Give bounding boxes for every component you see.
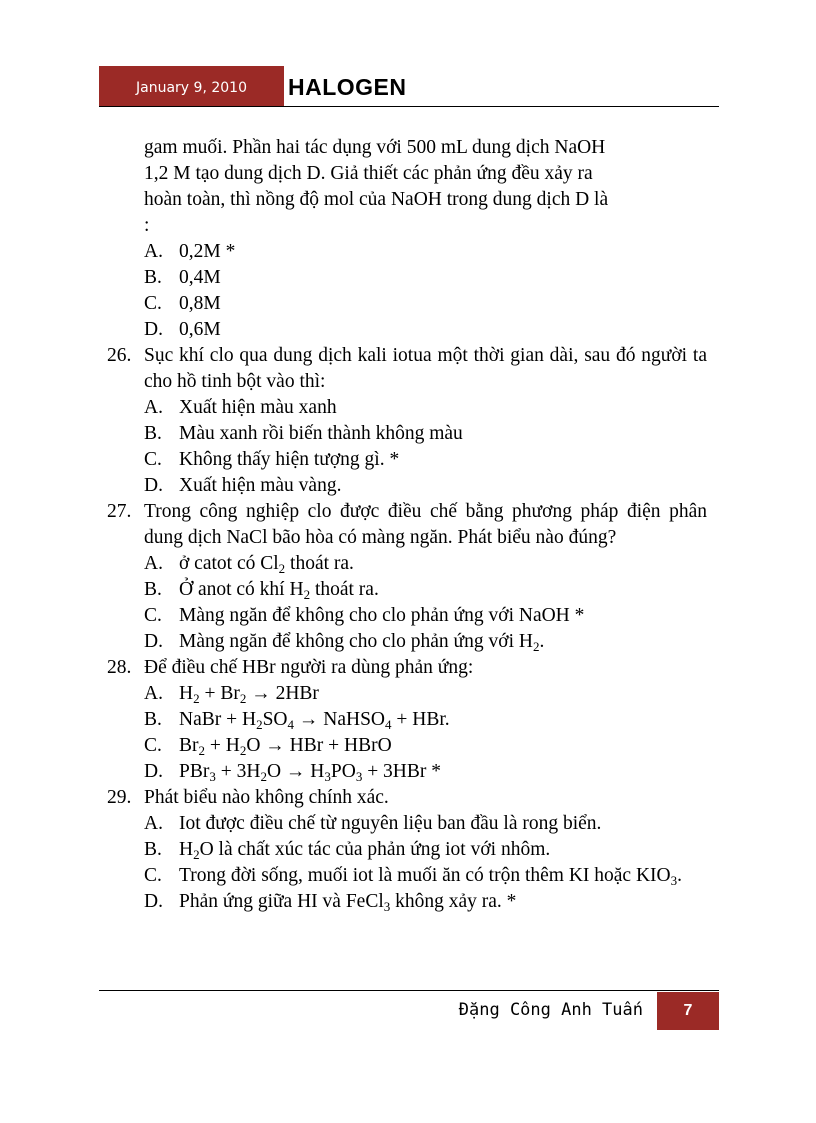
subscript: 2 (256, 717, 263, 732)
option-letter: B. (144, 267, 162, 288)
subscript: 2 (198, 743, 205, 758)
text-run: Màng ngăn để không cho clo phản ứng với H (179, 631, 533, 652)
subscript: 2 (303, 587, 311, 602)
text-run: thoát ra. (285, 553, 354, 574)
option-item (107, 473, 707, 499)
option-text: Không thấy hiện tượng gì. * (179, 449, 400, 470)
option-letter: B. (144, 839, 162, 860)
option-item (107, 681, 707, 707)
option-letter: D. (144, 631, 163, 652)
subscript: 3 (383, 899, 391, 914)
intro-line: gam muối. Phần hai tác dụng với 500 mL dung dịch NaOH (144, 137, 606, 158)
option-letter: D. (144, 891, 163, 912)
text-run: . (677, 865, 682, 886)
option-letter: C. (144, 865, 162, 886)
option-text: Xuất hiện màu xanh (179, 397, 337, 418)
subscript: 2 (239, 691, 247, 706)
intro-options (107, 239, 707, 343)
question-block (107, 343, 707, 499)
text-run: Trong đời sống, muối iot là muối ăn có trộn thêm KI hoặc KIO (179, 865, 671, 886)
option-item (107, 811, 707, 837)
option-text: Iot được điều chế từ nguyên liệu ban đầu là rong biển. (179, 813, 602, 834)
option-letter: A. (144, 553, 163, 574)
subscript: 2 (278, 561, 286, 576)
author-name: Đặng Công Anh Tuấn (458, 1000, 643, 1020)
text-run: NaBr + H (179, 709, 257, 730)
question-stem (107, 499, 707, 551)
option-letter: C. (144, 735, 162, 756)
page-footer (99, 990, 719, 1032)
intro-line: 1,2 M tạo dung dịch D. Giả thiết các phản ứng đều xảy ra (144, 163, 593, 184)
option-text (179, 889, 707, 915)
text-run: . (539, 631, 545, 652)
option-letter: B. (144, 423, 162, 444)
text-run: ở catot có Cl (179, 553, 279, 574)
option-text: 0,2M * (179, 241, 236, 262)
subscript: 4 (385, 717, 392, 732)
text-run: H (179, 839, 194, 860)
subscript: 4 (287, 717, 295, 732)
text-run: + Br (199, 683, 240, 704)
question-number: 28. (107, 657, 132, 678)
option-item (107, 837, 707, 863)
option-text (179, 733, 707, 759)
subscript: 2 (193, 847, 200, 862)
subscript: 3 (670, 873, 678, 888)
subscript: 2 (532, 639, 540, 654)
option-text (179, 759, 707, 785)
option-text: 0,4M (179, 267, 221, 288)
option-text (179, 551, 707, 577)
option-item (107, 291, 707, 317)
option-letter: A. (144, 683, 163, 704)
option-text: Màng ngăn để không cho clo phản ứng với NaOH * (179, 605, 585, 626)
question-stem (107, 343, 707, 395)
question-text: Sục khí clo qua dung dịch kali iotua một thời gian dài, sau đó người ta cho hồ tinh bột vào thì: (144, 345, 707, 392)
option-text (179, 681, 707, 707)
footer-divider (99, 990, 719, 991)
intro-line: hoàn toàn, thì nồng độ mol của NaOH trong dung dịch D là (144, 189, 609, 210)
text-run: PO (330, 761, 356, 782)
subscript: 2 (193, 691, 200, 706)
date-badge: January 9, 2010 (99, 66, 284, 107)
text-run: + 3HBr * (362, 761, 442, 782)
question-number: 29. (107, 787, 132, 808)
option-text (179, 863, 707, 889)
option-item (107, 421, 707, 447)
header-divider (99, 106, 719, 107)
option-item (107, 863, 707, 889)
option-item (107, 733, 707, 759)
option-text (179, 629, 707, 655)
text-run: + H (205, 735, 240, 756)
subscript: 2 (260, 769, 267, 784)
question-text: Phát biểu nào không chính xác. (144, 787, 389, 808)
question-block (107, 499, 707, 655)
option-letter: C. (144, 449, 162, 470)
option-text (179, 577, 707, 603)
text-run: → NaHSO (294, 709, 386, 730)
option-item (107, 629, 707, 655)
option-letter: D. (144, 319, 163, 340)
option-letter: B. (144, 709, 162, 730)
question-block (107, 655, 707, 785)
intro-line: : (144, 215, 150, 236)
option-text (179, 707, 707, 733)
option-letter: A. (144, 241, 163, 262)
option-letter: C. (144, 293, 162, 314)
option-letter: A. (144, 813, 163, 834)
intro-question-text (107, 135, 707, 239)
text-run: → 2HBr (246, 683, 319, 704)
page-number: 7 (657, 992, 719, 1030)
option-item (107, 603, 707, 629)
option-letter: D. (144, 761, 163, 782)
subscript: 2 (239, 743, 247, 758)
subscript: 3 (209, 769, 216, 784)
page-header (99, 66, 719, 108)
option-item (107, 707, 707, 733)
question-number: 27. (107, 501, 132, 522)
option-item (107, 759, 707, 785)
option-text (179, 837, 707, 863)
option-text: Xuất hiện màu vàng. (179, 475, 342, 496)
document-body (107, 135, 707, 915)
text-run: Ở anot có khí H (179, 579, 304, 600)
text-run: + HBr. (391, 709, 450, 730)
text-run: SO (262, 709, 288, 730)
option-text: Màu xanh rồi biến thành không màu (179, 423, 463, 444)
option-letter: B. (144, 579, 162, 600)
option-item (107, 447, 707, 473)
text-run: + 3H (215, 761, 261, 782)
option-letter: D. (144, 475, 163, 496)
option-text: 0,8M (179, 293, 221, 314)
subscript: 3 (324, 769, 331, 784)
question-stem (107, 785, 707, 811)
page-title: HALOGEN (288, 74, 407, 100)
text-run: Phản ứng giữa HI và FeCl (179, 891, 384, 912)
question-stem (107, 655, 707, 681)
text-run: thoát ra. (310, 579, 379, 600)
text-run: PBr (179, 761, 210, 782)
option-item (107, 889, 707, 915)
option-letter: C. (144, 605, 162, 626)
question-text: Trong công nghiệp clo được điều chế bằng phương pháp điện phân dung dịch NaCl bão hòa có màng ngăn. Phát biểu nào đúng? (144, 501, 707, 548)
question-text: Để điều chế HBr người ra dùng phản ứng: (144, 657, 474, 678)
text-run: H (179, 683, 194, 704)
subscript: 3 (355, 769, 363, 784)
option-item (107, 239, 707, 265)
text-run: O → HBr + HBrO (246, 735, 392, 756)
option-letter: A. (144, 397, 163, 418)
option-item (107, 577, 707, 603)
option-text: 0,6M (179, 319, 221, 340)
text-run: không xảy ra. * (390, 891, 517, 912)
question-number: 26. (107, 345, 132, 366)
text-run: O → H (266, 761, 325, 782)
option-item (107, 551, 707, 577)
text-run: O là chất xúc tác của phản ứng iot với nhôm. (199, 839, 551, 860)
option-item (107, 395, 707, 421)
question-block (107, 785, 707, 915)
option-item (107, 265, 707, 291)
text-run: Br (179, 735, 199, 756)
question-list (107, 343, 707, 915)
option-item (107, 317, 707, 343)
